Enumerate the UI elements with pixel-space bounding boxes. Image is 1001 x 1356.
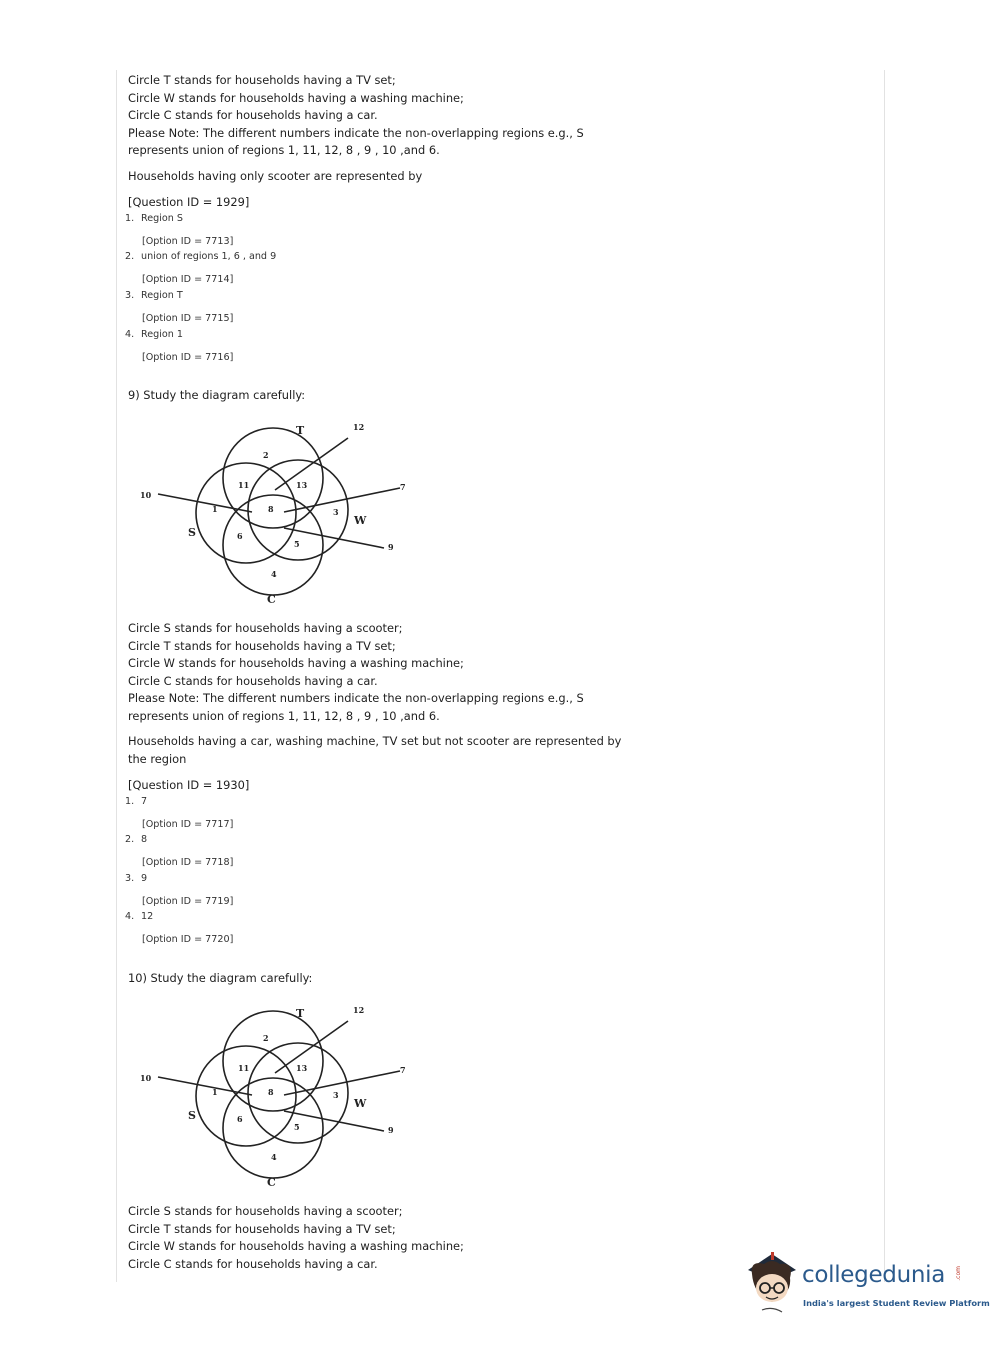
- option-text: Region S: [141, 213, 183, 224]
- option-text: 12: [141, 911, 154, 922]
- circle-label-s: S: [188, 1109, 196, 1122]
- region-label-1: 1: [212, 504, 218, 514]
- option-item[interactable]: [125, 796, 147, 807]
- q10-line-3: Circle W stands for households having a washing machine;: [128, 1239, 464, 1253]
- pointer-line-10: [158, 494, 252, 512]
- option-id: [Option ID = 7719]: [142, 896, 234, 907]
- circle-s: [196, 1046, 296, 1146]
- option-item[interactable]: [125, 911, 153, 922]
- circle-label-c: C: [267, 593, 276, 606]
- top-line-4: Please Note: The different numbers indicate the non-overlapping regions e.g., S: [128, 125, 584, 140]
- option-text: Region 1: [141, 329, 183, 340]
- option-id: [Option ID = 7714]: [142, 274, 234, 285]
- circle-label-t: T: [296, 1007, 305, 1020]
- q9-line-3: Circle W stands for households having a washing machine;: [128, 656, 464, 670]
- question-id: [Question ID = 1930]: [128, 778, 250, 792]
- question-id: [Question ID = 1929]: [128, 195, 250, 209]
- option-number: 2.: [125, 834, 135, 845]
- option-text: 8: [141, 834, 148, 845]
- q9-question-line-2: the region: [128, 752, 187, 766]
- region-label-2: 2: [263, 1033, 269, 1043]
- option-id: [Option ID = 7716]: [142, 352, 234, 363]
- q9-question-line-1: Households having a car, washing machine, TV set but not scooter are represented by: [128, 734, 622, 748]
- option-text: Region T: [141, 290, 183, 301]
- q9-line-5: Please Note: The different numbers indicate the non-overlapping regions e.g., S: [128, 691, 584, 705]
- q9-line-6: represents union of regions 1, 11, 12, 8 , 9 , 10 ,and 6.: [128, 708, 440, 723]
- q9-line-4: Circle C stands for households having a car.: [128, 673, 378, 688]
- question-text: Households having only scooter are represented by: [128, 169, 423, 183]
- logo-tagline: India's largest Student Review Platform: [803, 1298, 990, 1308]
- region-label-13: 13: [296, 1063, 308, 1073]
- q10-line-2: Circle T stands for households having a TV set;: [128, 1221, 396, 1236]
- option-number: 3.: [125, 290, 135, 301]
- question-9-heading: 9) Study the diagram carefully:: [128, 388, 306, 402]
- q10-line-4: Circle C stands for households having a car.: [128, 1256, 378, 1271]
- option-id: [Option ID = 7717]: [142, 819, 234, 830]
- region-label-9: 9: [388, 542, 394, 552]
- option-id: [Option ID = 7713]: [142, 236, 234, 247]
- option-id: [Option ID = 7718]: [142, 857, 234, 868]
- option-number: 1.: [125, 796, 135, 807]
- venn-diagram-q10: [128, 1003, 428, 1193]
- option-number: 1.: [125, 213, 135, 224]
- option-item[interactable]: [125, 213, 183, 224]
- top-line-3: Circle C stands for households having a car.: [128, 108, 378, 122]
- region-label-8: 8: [268, 504, 274, 514]
- pointer-line-10: [158, 1077, 252, 1095]
- option-item[interactable]: [125, 873, 147, 884]
- region-label-2: 2: [263, 450, 269, 460]
- question-10-heading: 10) Study the diagram carefully:: [128, 971, 313, 985]
- option-number: 4.: [125, 329, 135, 340]
- top-line-2: Circle W stands for households having a washing machine;: [128, 90, 464, 105]
- option-item[interactable]: [125, 251, 276, 262]
- option-text: 7: [141, 796, 148, 807]
- collegedunia-mascot-icon: [742, 1250, 802, 1320]
- logo-wordmark[interactable]: collegedunia: [802, 1262, 946, 1288]
- option-id: [Option ID = 7715]: [142, 313, 234, 324]
- circle-label-t: T: [296, 424, 305, 437]
- option-item[interactable]: [125, 834, 147, 845]
- option-item[interactable]: [125, 290, 183, 301]
- circle-label-c: C: [267, 1176, 276, 1189]
- region-label-3: 3: [333, 1090, 339, 1100]
- top-line-5: represents union of regions 1, 11, 12, 8 , 9 , 10 ,and 6.: [128, 143, 440, 157]
- option-item[interactable]: [125, 329, 183, 340]
- pointer-line-7: [284, 488, 400, 512]
- region-label-8: 8: [268, 1087, 274, 1097]
- q9-line-1: Circle S stands for households having a scooter;: [128, 621, 403, 635]
- region-label-4: 4: [271, 569, 277, 579]
- venn-diagram-q9: [128, 420, 428, 610]
- pointer-line-7: [284, 1071, 400, 1095]
- option-number: 2.: [125, 251, 135, 262]
- region-label-5: 5: [294, 539, 300, 549]
- region-label-6: 6: [237, 1114, 243, 1124]
- option-text: 9: [141, 873, 148, 884]
- circle-label-s: S: [188, 526, 196, 539]
- region-label-9: 9: [388, 1125, 394, 1135]
- region-label-10: 10: [140, 1073, 152, 1083]
- circle-label-w: W: [354, 1097, 367, 1110]
- option-id: [Option ID = 7720]: [142, 934, 234, 945]
- circle-s: [196, 463, 296, 563]
- region-label-13: 13: [296, 480, 308, 490]
- right-margin-line: [884, 70, 885, 1282]
- region-label-4: 4: [271, 1152, 277, 1162]
- region-label-5: 5: [294, 1122, 300, 1132]
- logo-suffix: .com: [955, 1266, 962, 1281]
- q10-line-1: Circle S stands for households having a scooter;: [128, 1204, 403, 1218]
- region-label-1: 1: [212, 1087, 218, 1097]
- q9-line-2: Circle T stands for households having a TV set;: [128, 638, 396, 653]
- top-line-1: Circle T stands for households having a TV set;: [128, 73, 396, 87]
- circle-label-w: W: [354, 514, 367, 527]
- region-label-10: 10: [140, 490, 152, 500]
- option-text: union of regions 1, 6 , and 9: [141, 251, 277, 262]
- region-label-12: 12: [353, 1005, 365, 1015]
- region-label-3: 3: [333, 507, 339, 517]
- option-number: 3.: [125, 873, 135, 884]
- region-label-11: 11: [238, 480, 250, 490]
- region-label-7: 7: [400, 482, 406, 492]
- option-number: 4.: [125, 911, 135, 922]
- region-label-11: 11: [238, 1063, 250, 1073]
- region-label-12: 12: [353, 422, 365, 432]
- left-margin-line: [116, 70, 117, 1282]
- region-label-7: 7: [400, 1065, 406, 1075]
- region-label-6: 6: [237, 531, 243, 541]
